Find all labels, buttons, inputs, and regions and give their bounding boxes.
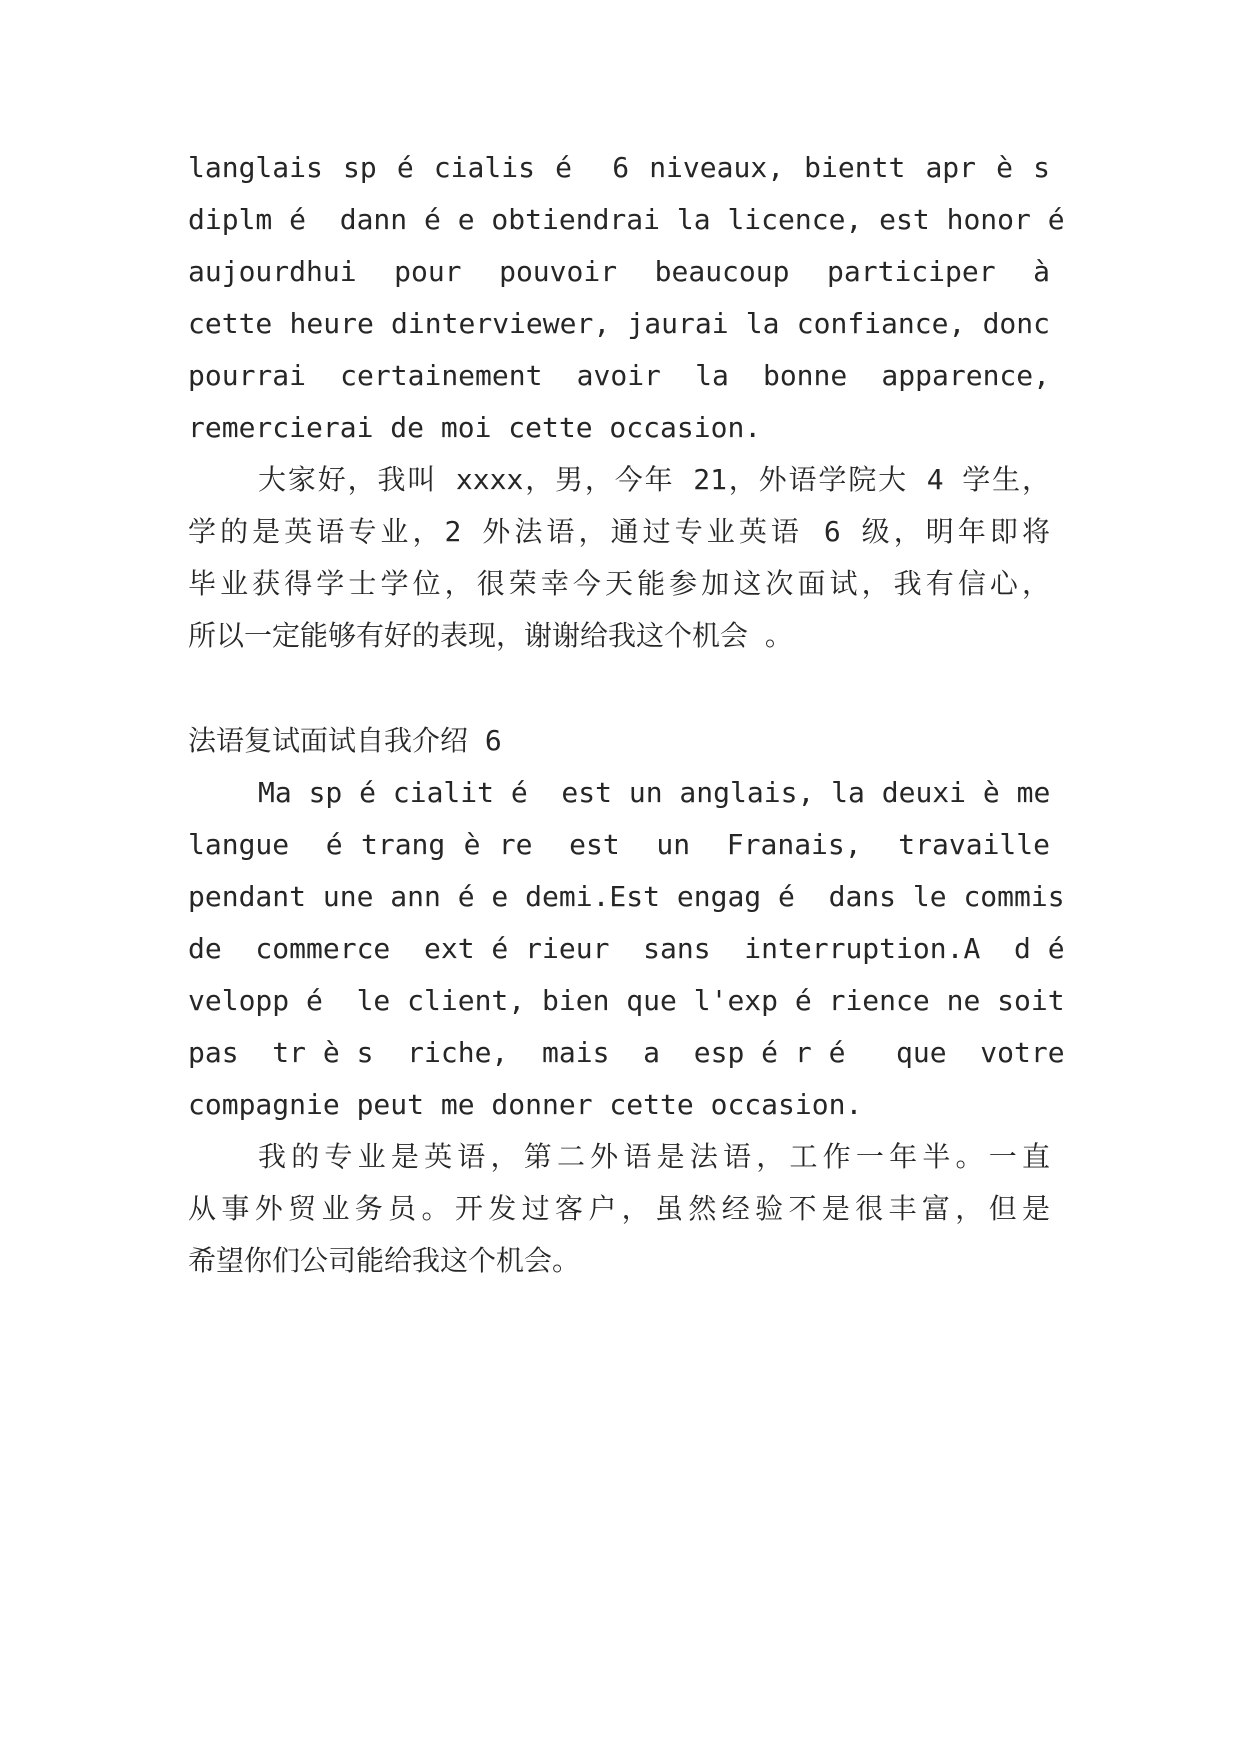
paragraph-3-line-7: compagnie peut me donner cette occasion. (188, 1088, 863, 1121)
paragraph-2-line-2: 学的是英语专业，2 外法语，通过专业英语 6 级，明年即将 (188, 515, 1050, 548)
paragraph-2-line-3: 毕业获得学士学位，很荣幸今天能参加这次面试，我有信心， (188, 567, 1050, 600)
section-heading: 法语复试面试自我介绍 6 (188, 724, 502, 757)
paragraph-1-line-6: remercierai de moi cette occasion. (188, 411, 762, 444)
paragraph-2-line-4: 所以一定能够有好的表现，谢谢给我这个机会 。 (188, 619, 793, 652)
paragraph-3-line-3: pendant une ann é e demi.Est engag é dans le commis (188, 880, 1065, 913)
paragraph-3-line-1: Ma sp é cialit é est un anglais, la deuxi è me (258, 776, 1051, 809)
paragraph-4-line-3: 希望你们公司能给我这个机会。 (188, 1244, 581, 1277)
paragraph-1-line-5: pourrai certainement avoir la bonne apparence, (188, 359, 1050, 392)
paragraph-4-line-1: 我的专业是英语，第二外语是法语，工作一年半。一直 (258, 1140, 1050, 1173)
paragraph-1-line-2: diplm é dann é e obtiendrai la licence, est honor é (188, 203, 1065, 236)
paragraph-1-line-3: aujourdhui pour pouvoir beaucoup participer à (188, 255, 1050, 288)
paragraph-3-line-5: velopp é le client, bien que l'exp é rience ne soit (188, 984, 1065, 1017)
paragraph-1-line-1: langlais sp é cialis é 6 niveaux, bientt apr è s (188, 151, 1050, 184)
paragraph-3-line-2: langue é trang è re est un Franais, travaille (188, 828, 1050, 861)
paragraph-3-line-6: pas tr è s riche, mais a esp é r é que votre (188, 1036, 1065, 1069)
paragraph-3-line-4: de commerce ext é rieur sans interruption.A d é (188, 932, 1065, 965)
paragraph-4-line-2: 从事外贸业务员。开发过客户，虽然经验不是很丰富，但是 (188, 1192, 1050, 1225)
paragraph-1-line-4: cette heure dinterviewer, jaurai la confiance, donc (188, 307, 1050, 340)
paragraph-2-line-1: 大家好，我叫 xxxx，男，今年 21，外语学院大 4 学生， (258, 463, 1050, 496)
